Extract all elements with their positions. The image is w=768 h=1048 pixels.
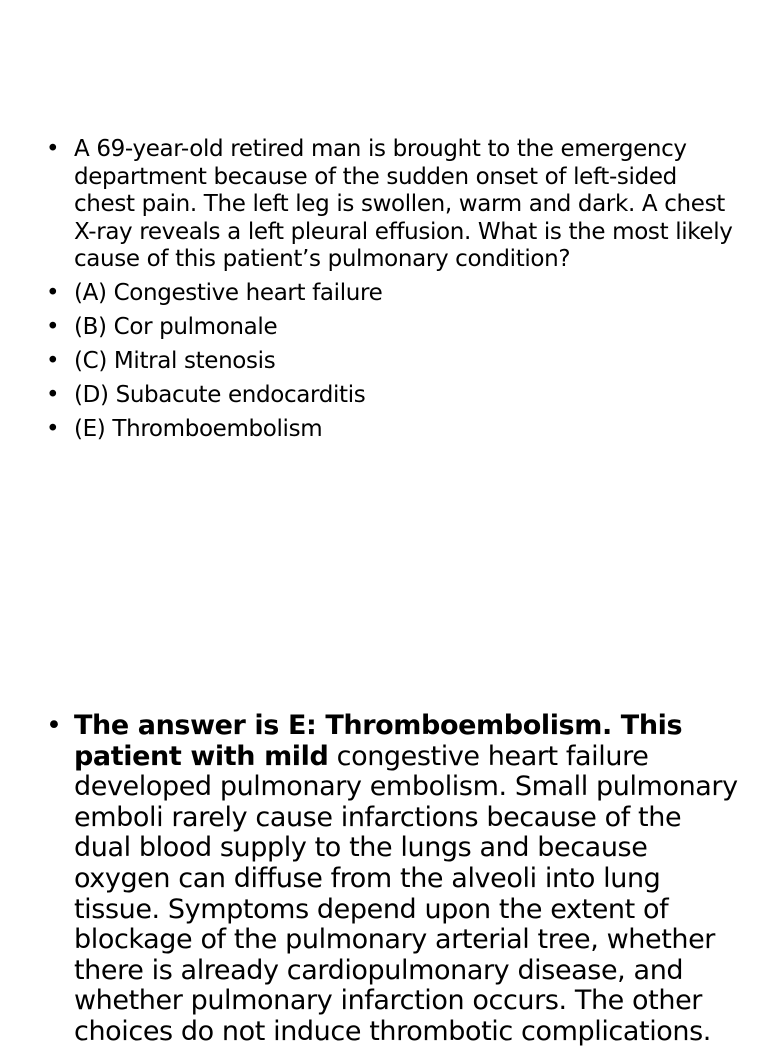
option-d: • (D) Subacute endocarditis bbox=[43, 382, 733, 410]
question-stem: • A 69-year-old retired man is brought to the emergency department because of the sudden onset of left-sided chest pain. The left leg is swollen, warm and dark. A chest X-ray reveals a left pleural effusion. What is the most likely cause of this patient’s pulmonary condition? bbox=[43, 136, 733, 274]
answer-bold-text: The answer is E: Thromboembolism. This patient with mild bbox=[74, 710, 683, 772]
option-a: • (A) Congestive heart failure bbox=[43, 280, 733, 308]
option-c: • (C) Mitral stenosis bbox=[43, 348, 733, 376]
answer-body-text: congestive heart failure developed pulmonary embolism. Small pulmonary emboli rarely cause infarctions because of the dual blood supply to the lungs and because oxygen can diffuse from the alveoli into lung tissue. Symptoms depend upon the extent of blockage of the pulmonary arterial tree, whether there is already cardiopulmonary disease, and whether pulmonary infarction occurs. The other choices do not induce thrombotic complications. bbox=[74, 740, 738, 1047]
option-e: • (E) Thromboembolism bbox=[43, 416, 733, 444]
answer-explanation bbox=[43, 711, 743, 1048]
answer-list bbox=[43, 711, 743, 1048]
option-b: • (B) Cor pulmonale bbox=[43, 314, 733, 342]
